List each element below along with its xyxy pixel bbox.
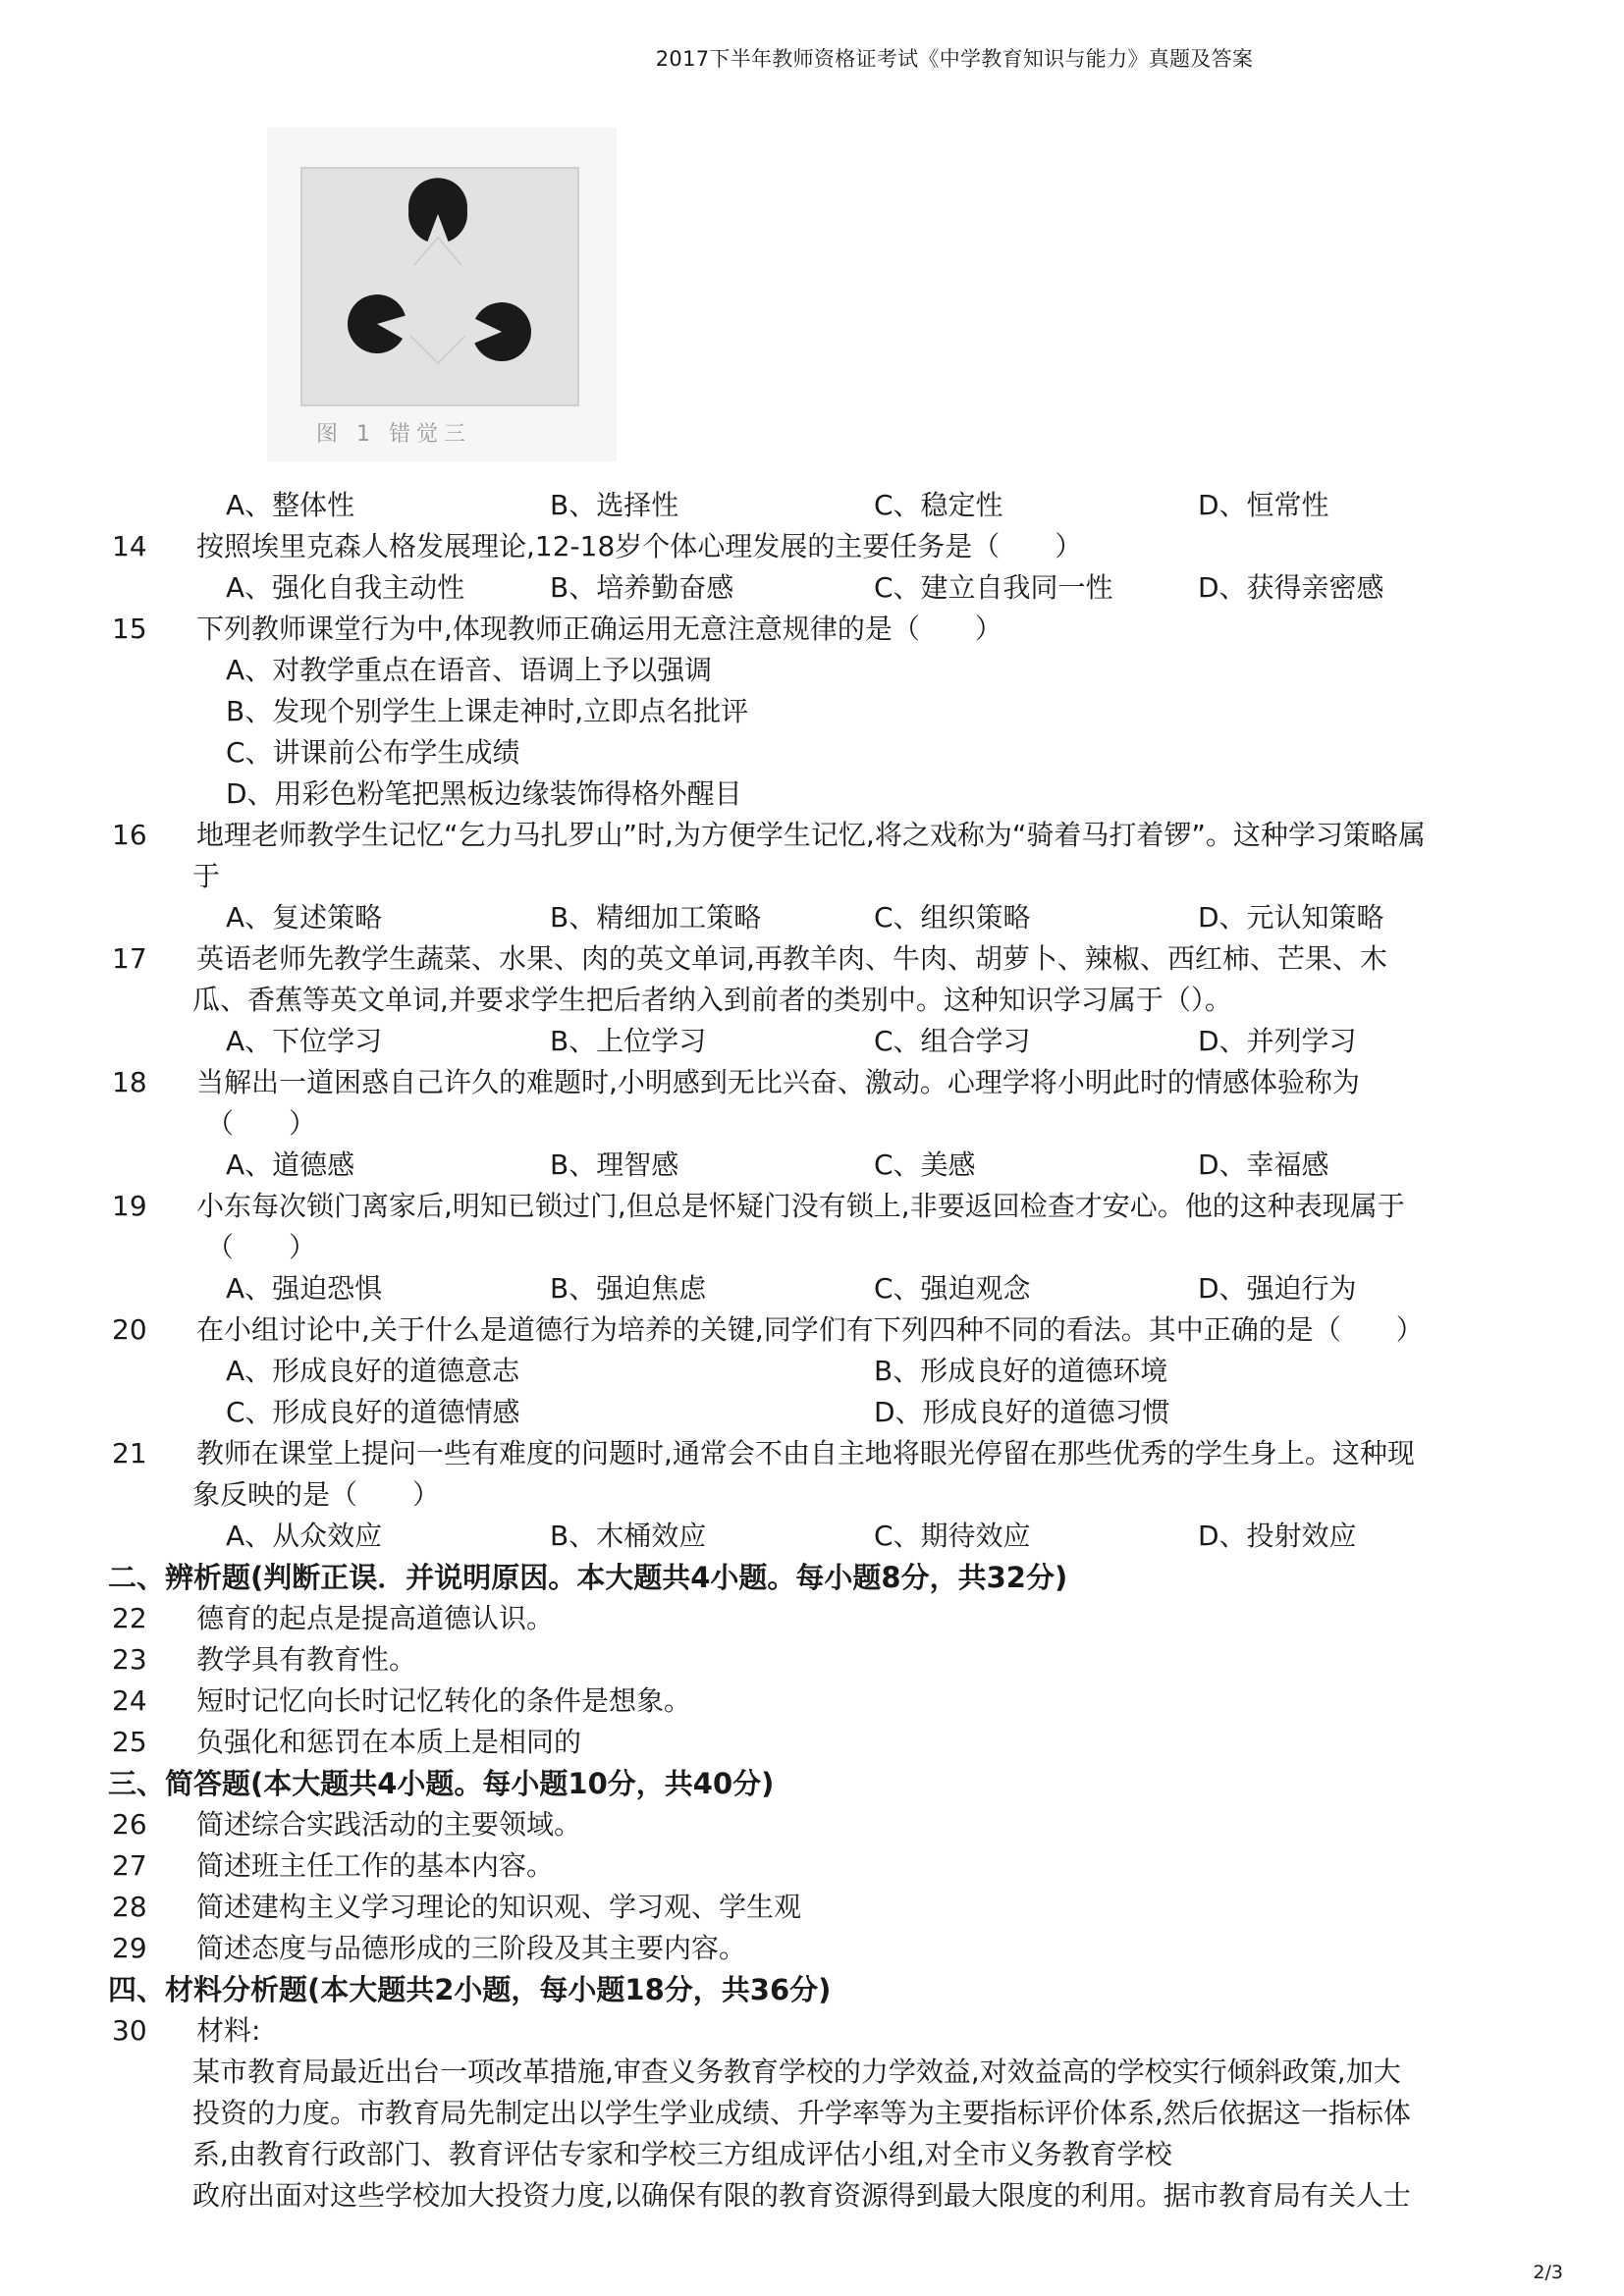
q20-option-a: A、形成良好的道德意志 <box>226 1355 520 1387</box>
question-15 <box>108 609 1502 650</box>
q13-options <box>108 485 1502 526</box>
question-number: 18 <box>112 1066 147 1098</box>
question-number: 27 <box>112 1849 147 1882</box>
question-text: 教师在课堂上提问一些有难度的问题时,通常会不由自主地将眼光停留在那些优秀的学生身上。这种现 <box>196 1437 1415 1469</box>
question-23 <box>108 1639 1502 1681</box>
question-text: 下列教师课堂行为中,体现教师正确运用无意注意规律的是（ ） <box>196 613 1002 645</box>
q18-option-b: B、理智感 <box>550 1148 679 1181</box>
question-18 <box>108 1062 1502 1103</box>
q15-option-a: A、对教学重点在语音、语调上予以强调 <box>226 654 713 686</box>
question-21 <box>108 1433 1502 1474</box>
q21-options <box>108 1516 1502 1557</box>
question-number: 21 <box>112 1437 147 1469</box>
q18-option-d: D、幸福感 <box>1198 1148 1329 1181</box>
q17-options <box>108 1021 1502 1062</box>
q18-option-a: A、道德感 <box>226 1148 355 1181</box>
q20-options-row-1 <box>108 1351 1502 1392</box>
question-number: 24 <box>112 1684 147 1717</box>
material-label: 材料: <box>196 2014 261 2047</box>
q16-option-b: B、精细加工策略 <box>550 901 762 934</box>
question-number: 16 <box>112 819 147 851</box>
q13-option-b: B、选择性 <box>550 489 679 521</box>
q15-option-c: C、讲课前公布学生成绩 <box>226 736 520 769</box>
material-line: 某市教育局最近出台一项改革措施,审查义务教育学校的力学效益,对效益高的学校实行倾斜政策,加大 <box>192 2056 1401 2088</box>
section-heading-material-analysis: 四、材料分析题(本大题共2小题，每小题18分，共36分) <box>108 1973 832 2006</box>
question-text-continued: 象反映的是（ ） <box>192 1478 441 1511</box>
material-line: 政府出面对这些学校加大投资力度,以确保有限的教育资源得到最大限度的利用。据市教育局有关人士 <box>192 2179 1411 2212</box>
question-30 <box>108 2010 1502 2052</box>
q19-option-a: A、强迫恐惧 <box>226 1272 383 1305</box>
question-text: 当解出一道困惑自己许久的难题时,小明感到无比兴奋、激动。心理学将小明此时的情感体验称为 <box>196 1066 1360 1098</box>
q14-option-d: D、获得亲密感 <box>1198 571 1384 604</box>
question-number: 15 <box>112 613 147 645</box>
q17-option-b: B、上位学习 <box>550 1025 707 1057</box>
question-number: 22 <box>112 1602 147 1634</box>
q15-option-b: B、发现个别学生上课走神时,立即点名批评 <box>226 695 749 727</box>
question-number: 19 <box>112 1190 147 1222</box>
q17-option-c: C、组合学习 <box>874 1025 1031 1057</box>
illusion-figure <box>267 128 617 461</box>
q20-options-row-2 <box>108 1392 1502 1433</box>
question-25 <box>108 1722 1502 1763</box>
question-text: 简述综合实践活动的主要领域。 <box>196 1808 582 1841</box>
question-text: 短时记忆向长时记忆转化的条件是想象。 <box>196 1684 692 1717</box>
question-text: 简述态度与品德形成的三阶段及其主要内容。 <box>196 1932 747 1964</box>
question-text-continued: 瓜、香蕉等英文单词,并要求学生把后者纳入到前者的类别中。这种知识学习属于（）。 <box>192 984 1232 1016</box>
question-number: 17 <box>112 942 147 975</box>
q13-option-c: C、稳定性 <box>874 489 1003 521</box>
q21-option-b: B、木桶效应 <box>550 1520 707 1552</box>
material-line: 系,由教育行政部门、教育评估专家和学校三方组成评估小组,对全市义务教育学校 <box>192 2138 1172 2170</box>
question-text: 小东每次锁门离家后,明知已锁过门,但总是怀疑门没有锁上,非要返回检查才安心。他的这种表现属于 <box>196 1190 1405 1222</box>
q13-option-d: D、恒常性 <box>1198 489 1329 521</box>
question-text: 简述建构主义学习理论的知识观、学习观、学生观 <box>196 1891 802 1923</box>
question-24 <box>108 1681 1502 1722</box>
question-16 <box>108 815 1502 856</box>
q18-option-c: C、美感 <box>874 1148 976 1181</box>
q18-options <box>108 1145 1502 1186</box>
q21-option-a: A、从众效应 <box>226 1520 383 1552</box>
question-text: 地理老师教学生记忆“乞力马扎罗山”时,为方便学生记忆,将之戏称为“骑着马打着锣”。这种学习策略属 <box>196 819 1426 851</box>
answer-parentheses: （ ） <box>206 1231 317 1263</box>
question-text: 简述班主任工作的基本内容。 <box>196 1849 555 1882</box>
q16-option-d: D、元认知策略 <box>1198 901 1384 934</box>
question-text: 在小组讨论中,关于什么是道德行为培养的关键,同学们有下列四种不同的看法。其中正确的是（ ） <box>196 1313 1424 1346</box>
page-header: 2017下半年教师资格证考试《中学教育知识与能力》真题及答案 <box>655 47 1254 71</box>
q19-option-d: D、强迫行为 <box>1198 1272 1357 1305</box>
q20-option-c: C、形成良好的道德情感 <box>226 1396 520 1428</box>
q21-option-d: D、投射效应 <box>1198 1520 1357 1552</box>
question-26 <box>108 1804 1502 1845</box>
q17-option-a: A、下位学习 <box>226 1025 383 1057</box>
q19-options <box>108 1268 1502 1309</box>
question-number: 28 <box>112 1891 147 1923</box>
figure-caption: 图 1 错觉三 <box>316 422 471 447</box>
section-heading-short-answer: 三、简答题(本大题共4小题。每小题10分，共40分) <box>108 1767 775 1800</box>
question-text-continued: 于 <box>192 860 221 892</box>
q20-option-b: B、形成良好的道德环境 <box>874 1355 1168 1387</box>
question-17 <box>108 938 1502 980</box>
section-heading-analysis: 二、辨析题(判断正误．并说明原因。本大题共4小题。每小题8分，共32分) <box>108 1561 1068 1594</box>
question-number: 29 <box>112 1932 147 1964</box>
q19-option-b: B、强迫焦虑 <box>550 1272 707 1305</box>
question-number: 26 <box>112 1808 147 1841</box>
question-28 <box>108 1887 1502 1928</box>
q17-option-d: D、并列学习 <box>1198 1025 1357 1057</box>
page-number: 2/3 <box>1533 2262 1563 2283</box>
answer-parentheses: （ ） <box>206 1107 317 1140</box>
material-line: 投资的力度。市教育局先制定出以学生学业成绩、升学率等为主要指标评价体系,然后依据这一指标体 <box>192 2097 1411 2129</box>
question-number: 23 <box>112 1643 147 1676</box>
question-text: 负强化和惩罚在本质上是相同的 <box>196 1726 582 1758</box>
question-text: 教学具有教育性。 <box>196 1643 417 1676</box>
q19-option-c: C、强迫观念 <box>874 1272 1031 1305</box>
question-text: 按照埃里克森人格发展理论,12-18岁个体心理发展的主要任务是（ ） <box>196 530 1083 562</box>
question-number: 14 <box>112 530 147 562</box>
question-29 <box>108 1928 1502 1969</box>
q15-option-d: D、用彩色粉笔把黑板边缘装饰得格外醒目 <box>226 777 742 810</box>
q14-option-c: C、建立自我同一性 <box>874 571 1113 604</box>
exam-content <box>108 485 1502 2216</box>
q16-option-a: A、复述策略 <box>226 901 383 934</box>
q20-option-d: D、形成良好的道德习惯 <box>874 1396 1170 1428</box>
question-20 <box>108 1309 1502 1351</box>
q14-option-a: A、强化自我主动性 <box>226 571 465 604</box>
question-number: 20 <box>112 1313 147 1346</box>
question-number: 30 <box>112 2014 147 2047</box>
kanizsa-triangle-icon <box>300 167 575 402</box>
q21-option-c: C、期待效应 <box>874 1520 1031 1552</box>
question-text: 英语老师先教学生蔬菜、水果、肉的英文单词,再教羊肉、牛肉、胡萝卜、辣椒、西红柿、芒果、木 <box>196 942 1387 975</box>
q16-options <box>108 897 1502 938</box>
q14-option-b: B、培养勤奋感 <box>550 571 734 604</box>
question-14 <box>108 526 1502 567</box>
question-19 <box>108 1186 1502 1227</box>
question-text: 德育的起点是提高道德认识。 <box>196 1602 555 1634</box>
question-27 <box>108 1845 1502 1887</box>
q14-options <box>108 567 1502 609</box>
q16-option-c: C、组织策略 <box>874 901 1031 934</box>
question-number: 25 <box>112 1726 147 1758</box>
q13-option-a: A、整体性 <box>226 489 355 521</box>
question-22 <box>108 1598 1502 1639</box>
